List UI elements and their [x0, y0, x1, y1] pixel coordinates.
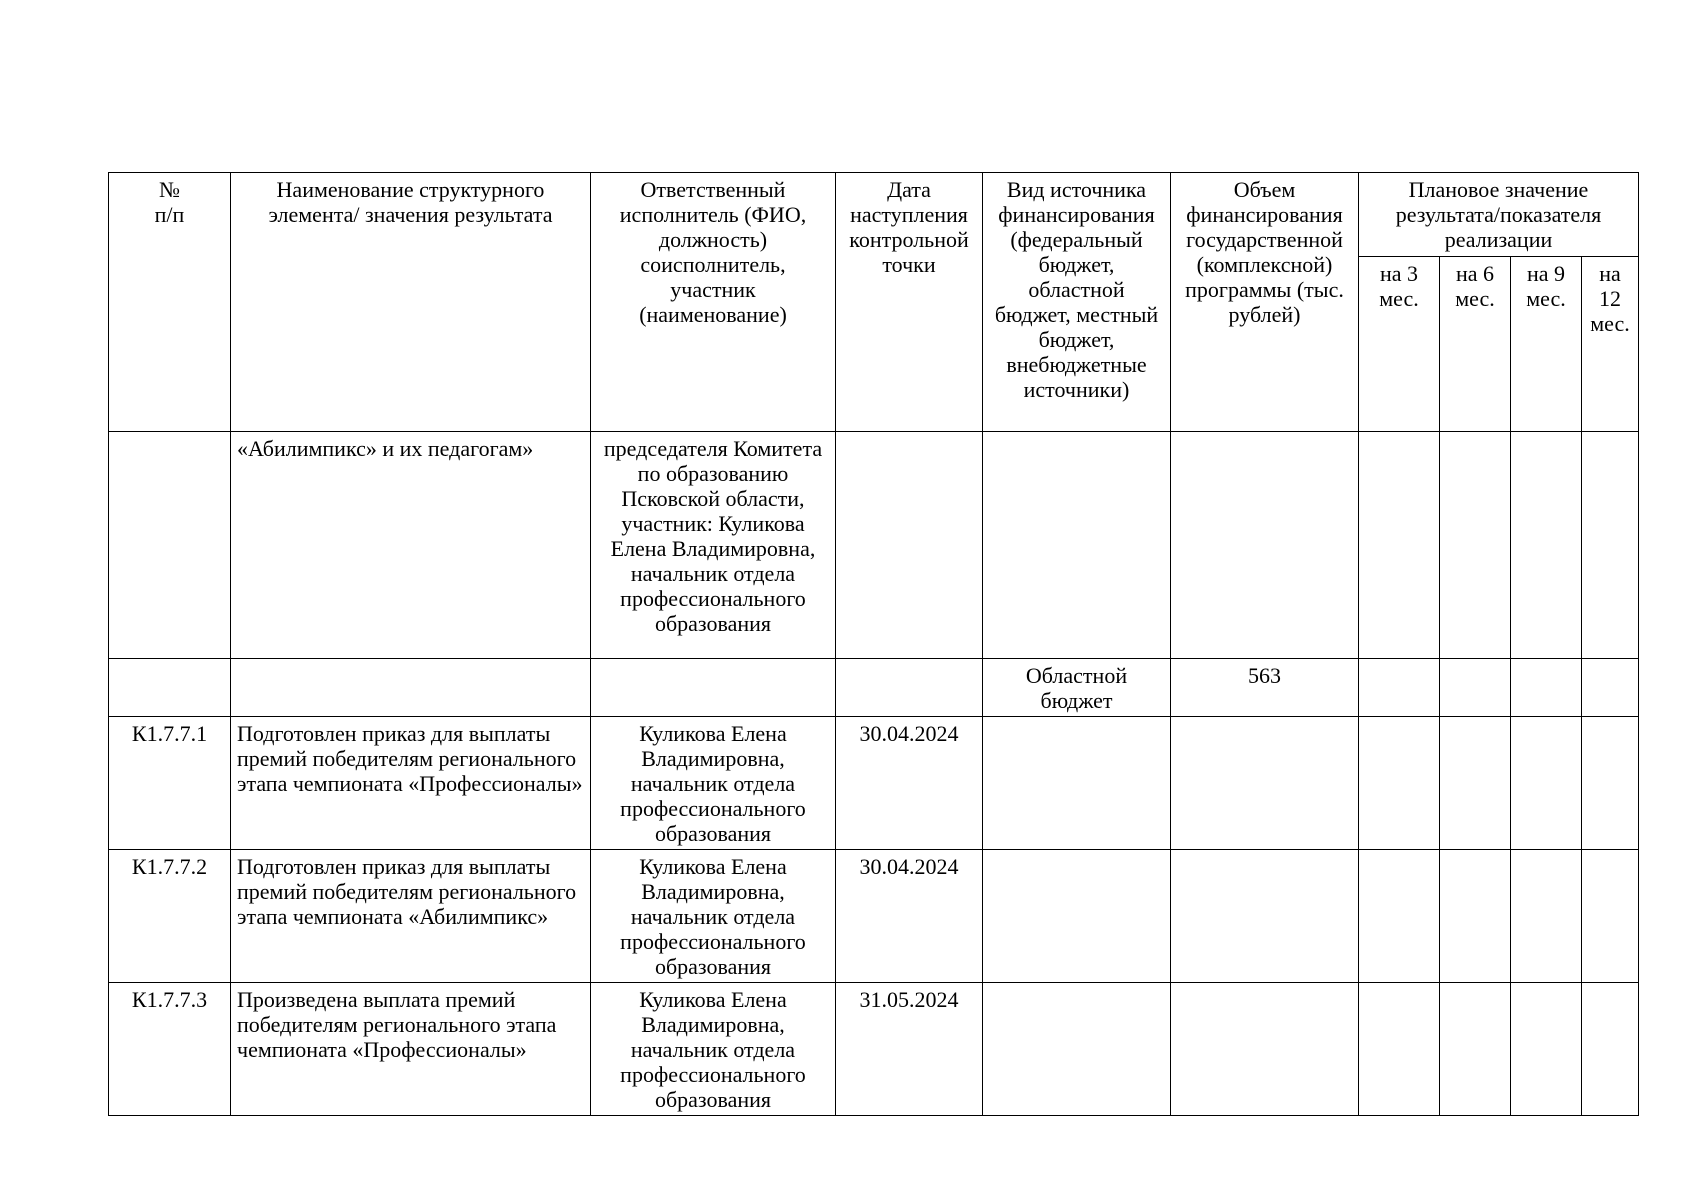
row-funding-source: [983, 850, 1171, 983]
header-12-months: на 12 мес.: [1582, 257, 1639, 432]
header-date: Дата наступления контрольной точки: [836, 173, 983, 432]
row-number: К1.7.7.3: [109, 983, 231, 1116]
row-plan-3: [1359, 717, 1440, 850]
table-row: [109, 659, 1639, 717]
row-date: 30.04.2024: [836, 717, 983, 850]
row-plan-6: [1440, 983, 1511, 1116]
row-responsible: [591, 659, 836, 717]
row-number: К1.7.7.2: [109, 850, 231, 983]
row-responsible: Куликова Елена Владимировна, начальник отдела профессионального образования: [591, 983, 836, 1116]
row-name: Подготовлен приказ для выплаты премий победителям регионального этапа чемпионата «Профессионалы»: [231, 717, 591, 850]
row-plan-9: [1511, 850, 1582, 983]
row-name: Подготовлен приказ для выплаты премий победителям регионального этапа чемпионата «Абилимпикс»: [231, 850, 591, 983]
row-number: [109, 659, 231, 717]
row-name: [231, 659, 591, 717]
document-page: [108, 172, 1639, 1116]
row-responsible: Куликова Елена Владимировна, начальник отдела профессионального образования: [591, 717, 836, 850]
header-funding-source: Вид источника финансирования (федеральный бюджет, областной бюджет, местный бюджет, внебюджетные источники): [983, 173, 1171, 432]
header-9-months: на 9 мес.: [1511, 257, 1582, 432]
row-plan-12: [1582, 717, 1639, 850]
header-responsible: Ответственный исполнитель (ФИО, должность) соисполнитель, участник (наименование): [591, 173, 836, 432]
row-date: [836, 659, 983, 717]
control-points-table: [108, 172, 1639, 1116]
row-plan-9: [1511, 983, 1582, 1116]
table-row: [109, 983, 1639, 1116]
row-name: «Абилимпикс» и их педагогам»: [231, 432, 591, 659]
row-funding-source: [983, 983, 1171, 1116]
row-plan-12: [1582, 983, 1639, 1116]
table-row: [109, 717, 1639, 850]
header-number: № п/п: [109, 173, 231, 432]
row-plan-9: [1511, 659, 1582, 717]
row-plan-9: [1511, 432, 1582, 659]
row-plan-3: [1359, 432, 1440, 659]
row-funding-volume: [1171, 432, 1359, 659]
row-plan-6: [1440, 659, 1511, 717]
row-plan-6: [1440, 850, 1511, 983]
table-row: [109, 850, 1639, 983]
header-6-months: на 6 мес.: [1440, 257, 1511, 432]
row-plan-12: [1582, 659, 1639, 717]
row-plan-3: [1359, 983, 1440, 1116]
row-responsible: Куликова Елена Владимировна, начальник отдела профессионального образования: [591, 850, 836, 983]
row-plan-3: [1359, 850, 1440, 983]
row-name: Произведена выплата премий победителям регионального этапа чемпионата «Профессионалы»: [231, 983, 591, 1116]
row-funding-volume: [1171, 717, 1359, 850]
row-date: 30.04.2024: [836, 850, 983, 983]
row-funding-source: Областной бюджет: [983, 659, 1171, 717]
row-funding-volume: 563: [1171, 659, 1359, 717]
row-plan-9: [1511, 717, 1582, 850]
header-3-months: на 3 мес.: [1359, 257, 1440, 432]
row-plan-3: [1359, 659, 1440, 717]
table-row: [109, 432, 1639, 659]
row-funding-volume: [1171, 983, 1359, 1116]
row-plan-12: [1582, 850, 1639, 983]
header-funding-volume: Объем финансирования государственной (комплексной) программы (тыс. рублей): [1171, 173, 1359, 432]
header-name: Наименование структурного элемента/ значения результата: [231, 173, 591, 432]
row-plan-6: [1440, 432, 1511, 659]
row-plan-12: [1582, 432, 1639, 659]
row-number: [109, 432, 231, 659]
row-funding-source: [983, 432, 1171, 659]
row-date: [836, 432, 983, 659]
row-responsible: председателя Комитета по образованию Псковской области, участник: Куликова Елена Владимировна, начальник отдела профессионального образования: [591, 432, 836, 659]
header-planned-value: Плановое значение результата/показателя реализации: [1359, 173, 1639, 257]
row-funding-volume: [1171, 850, 1359, 983]
row-funding-source: [983, 717, 1171, 850]
row-number: К1.7.7.1: [109, 717, 231, 850]
row-plan-6: [1440, 717, 1511, 850]
row-date: 31.05.2024: [836, 983, 983, 1116]
